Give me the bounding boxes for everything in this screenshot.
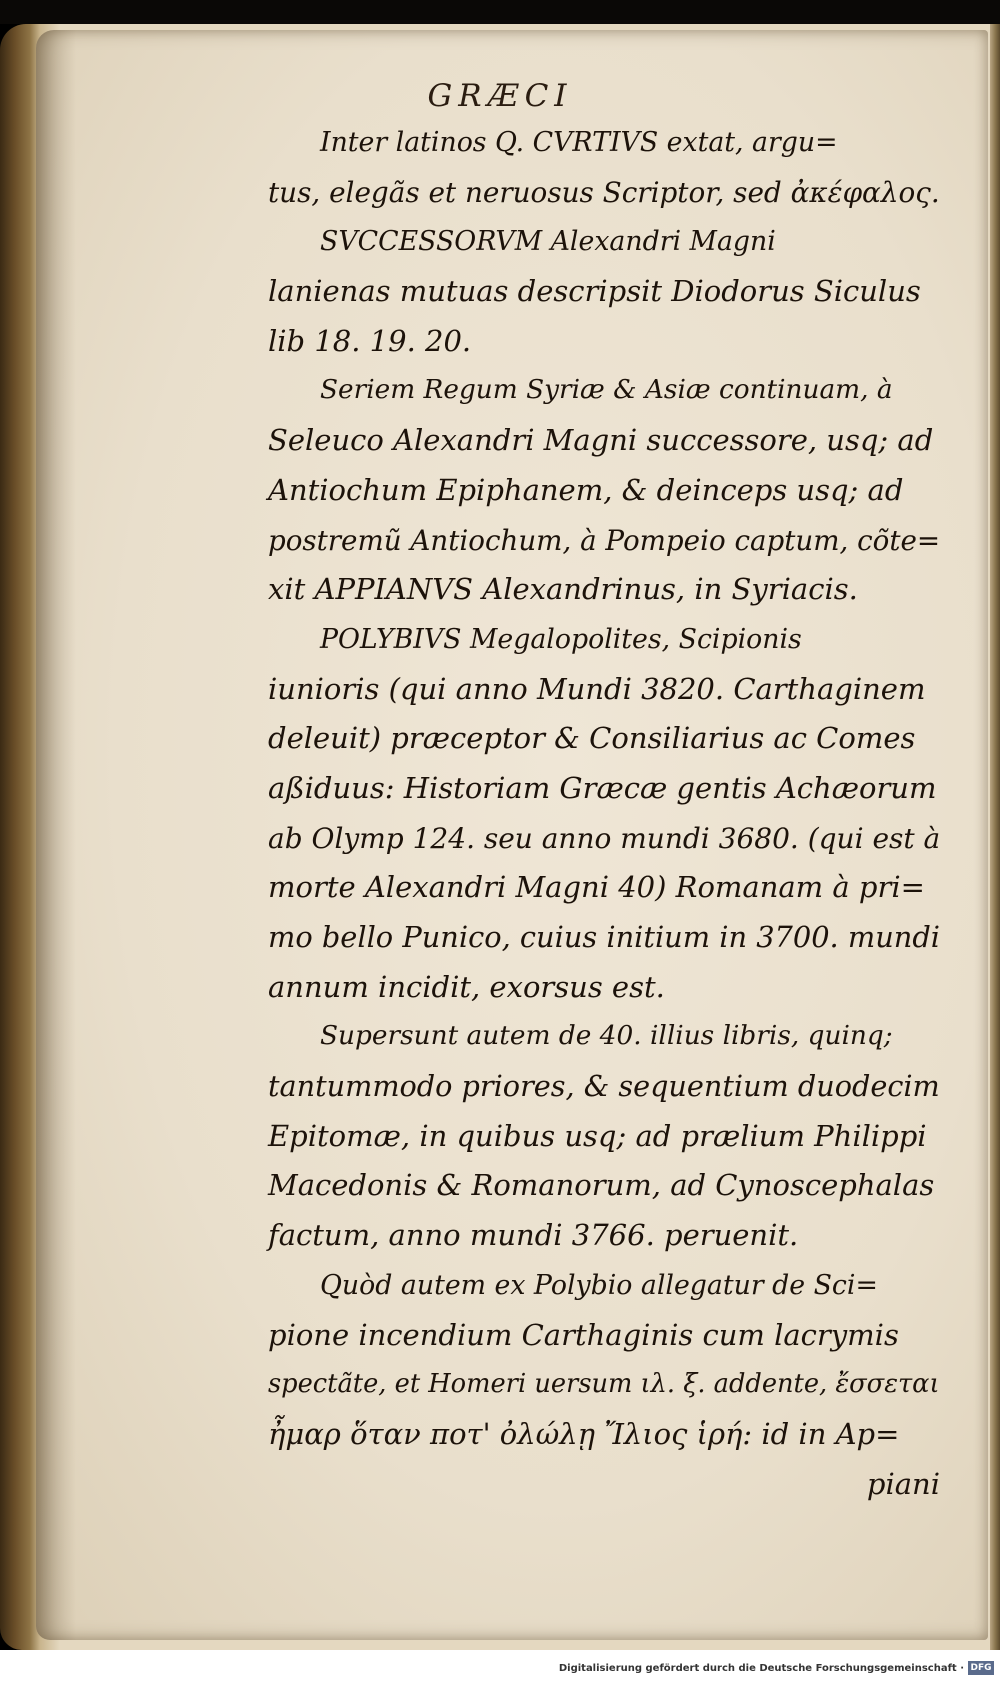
text-line: lib 18. 19. 20. [268, 323, 472, 358]
text-line: aßiduus: Historiam Græcæ gentis Achæorum [268, 770, 937, 805]
text-line: Supersunt autem de 40. illius libris, quinq; [320, 1021, 893, 1052]
text-line: ἦμαρ ὅταν ποτ' ὀλώλῃ Ἴλιος ἱρή: id in Ap= [268, 1416, 900, 1451]
running-head: GRÆCI [427, 78, 573, 114]
text-line: iunioris (qui anno Mundi 3820. Carthaginem [268, 671, 926, 706]
scan-top-border [0, 0, 1000, 24]
footer-credit: Digitalisierung gefördert durch die Deutsche Forschungsgemeinschaft · [558, 1663, 964, 1674]
text-line: Epitomæ, in quibus usq; ad prælium Philippi [268, 1118, 927, 1153]
text-line: POLYBIVS Megalopolites, Scipionis [320, 623, 802, 655]
text-line: deleuit) præceptor & Consiliarius ac Comes [268, 721, 916, 756]
text-line: lanienas mutuas descripsit Diodorus Siculus [268, 274, 921, 309]
text-line: Antiochum Epiphanem, & deinceps usq; ad [268, 472, 904, 507]
text-line: morte Alexandri Magni 40) Romanam à pri= [268, 870, 925, 905]
text-line: ab Olymp 124. seu anno mundi 3680. (qui est à [268, 821, 941, 855]
text-line: SVCCESSORVM Alexandri Magni [320, 226, 776, 258]
text-block [268, 118, 940, 1509]
spine-shadow [36, 30, 76, 1640]
text-line: Seleuco Alexandri Magni successore, usq; ad [268, 423, 934, 458]
text-line: tantummodo priores, & sequentium duodecim [268, 1069, 940, 1104]
text-line: Seriem Regum Syriæ & Asiæ continuam, à [320, 375, 893, 406]
text-line: postremũ Antiochum, à Pompeio captum, cõte= [268, 523, 941, 557]
text-line: tus, elegãs et neruosus Scriptor, sed ἀκέφαλος. [268, 175, 940, 209]
text-line: Inter latinos Q. CVRTIVS extat, argu= [320, 127, 838, 158]
text-line: spectãte, et Homeri uersum ιλ. ξ. addente, ἔσσεται [268, 1369, 940, 1400]
text-line: xit APPIANVS Alexandrinus, in Syriacis. [268, 572, 858, 607]
text-line: piani [866, 1466, 940, 1501]
text-line: annum incidit, exorsus est. [268, 969, 665, 1004]
text-line: Macedonis & Romanorum, ad Cynoscephalas [268, 1168, 935, 1203]
text-line: factum, anno mundi 3766. peruenit. [268, 1218, 799, 1253]
page-right-edge [990, 24, 1000, 1650]
text-line: Quòd autem ex Polybio allegatur de Sci= [320, 1269, 878, 1301]
text-line: pione incendium Carthaginis cum lacrymis [268, 1317, 899, 1352]
text-line: mo bello Punico, cuius initium in 3700. mundi [268, 920, 941, 954]
dfg-logo: DFG [968, 1661, 994, 1675]
